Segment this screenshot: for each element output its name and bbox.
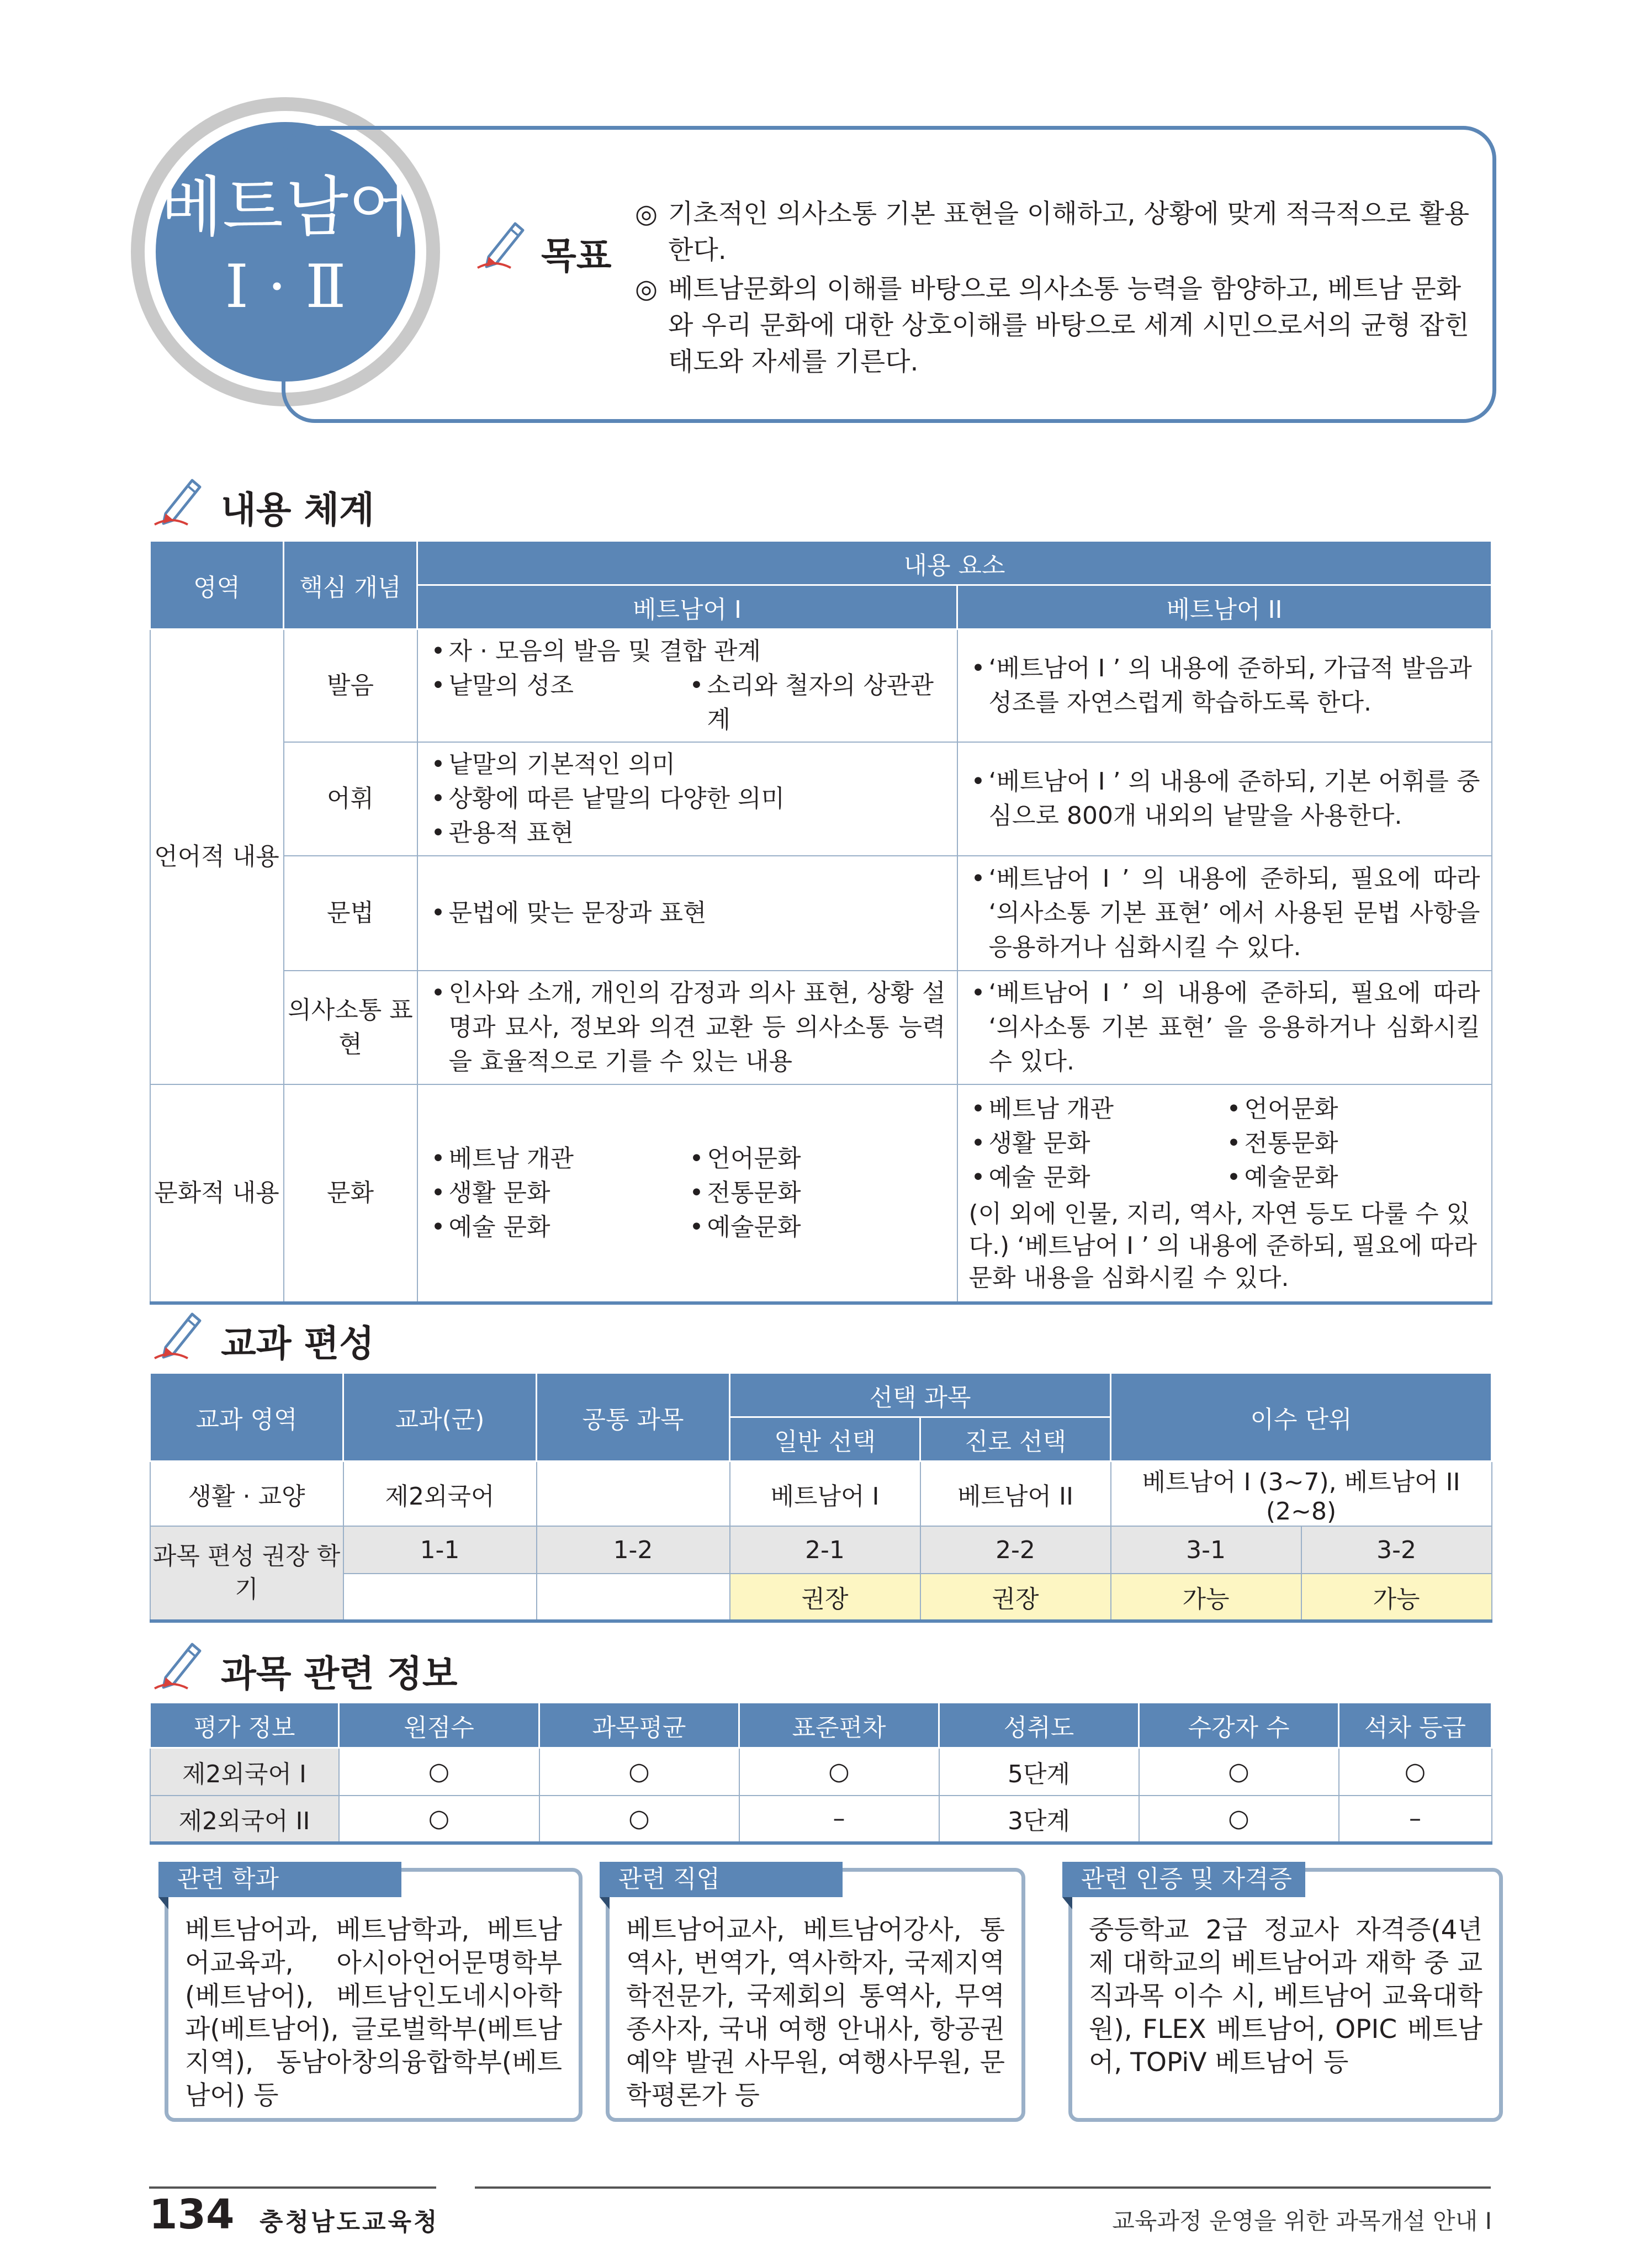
list-item: • 예술문화 bbox=[687, 1210, 946, 1245]
header-rank: 석차 등급 bbox=[1339, 1703, 1492, 1748]
list-item: • 인사와 소개, 개인의 감정과 의사 표현, 상황 설명과 묘사, 정보와 의견 교환 등 의사소통 능력을 효율적으로 기를 수 있는 내용 bbox=[429, 976, 946, 1079]
header-group: 교과(군) bbox=[343, 1373, 537, 1462]
table-cell: ○ bbox=[539, 1796, 739, 1843]
section-title: 내용 체계 bbox=[221, 489, 375, 531]
recommend-cell: 가능 bbox=[1111, 1574, 1301, 1621]
book-title: 교육과정 운영을 위한 과목개설 안내 I bbox=[1112, 2207, 1492, 2234]
list-pair bbox=[969, 1092, 1480, 1126]
row-label: 제2외국어 I bbox=[150, 1748, 339, 1796]
core-grammar: 문법 bbox=[284, 856, 417, 971]
list-pair bbox=[429, 669, 946, 737]
pencil-icon bbox=[149, 1303, 210, 1364]
header-elements: 내용 요소 bbox=[417, 541, 1492, 585]
list-item: • 예술 문화 bbox=[969, 1161, 1225, 1195]
table-cell: 3단계 bbox=[939, 1796, 1139, 1843]
cell-v1 bbox=[417, 742, 957, 856]
recommend-cell: 권장 bbox=[920, 1574, 1111, 1621]
cell-area: 생활 · 교양 bbox=[150, 1462, 343, 1527]
tab-fold bbox=[158, 1897, 168, 1909]
cell-v2 bbox=[957, 742, 1492, 856]
table-cell: ○ bbox=[1139, 1796, 1339, 1843]
table-row bbox=[150, 629, 1492, 743]
box-tab: 관련 인증 및 자격증 bbox=[1062, 1862, 1305, 1897]
header-achievement: 성취도 bbox=[939, 1703, 1139, 1748]
header-vietnamese-2: 베트남어 II bbox=[957, 585, 1492, 629]
table-row bbox=[150, 1748, 1492, 1796]
cell-v1 bbox=[417, 629, 957, 743]
cell-units: 베트남어 I (3~7), 베트남어 II (2~8) bbox=[1111, 1462, 1492, 1527]
cell-common bbox=[537, 1462, 730, 1527]
list-item: • 전통문화 bbox=[687, 1176, 946, 1210]
table-cell: – bbox=[739, 1796, 939, 1843]
evaluation-table bbox=[149, 1702, 1492, 1845]
list-item: • ‘베트남어 I ’ 의 내용에 준하되, 필요에 따라 ‘의사소통 기본 표현’ 을 응용하거나 심화시킬 수 있다. bbox=[969, 976, 1480, 1079]
section-title: 과목 관련 정보 bbox=[221, 1653, 458, 1695]
header-common: 공통 과목 bbox=[537, 1373, 730, 1462]
table-row bbox=[150, 971, 1492, 1084]
header-units: 이수 단위 bbox=[1111, 1373, 1492, 1462]
content-table bbox=[149, 540, 1492, 1305]
list-pair bbox=[969, 1161, 1480, 1195]
header-area: 교과 영역 bbox=[150, 1373, 343, 1462]
semester-cell: 1-1 bbox=[343, 1526, 537, 1574]
cell-v1 bbox=[417, 856, 957, 971]
table-row bbox=[150, 1796, 1492, 1843]
culture-note: (이 외에 인물, 지리, 역사, 자연 등도 다룰 수 있다.) ‘베트남어 I ’ 의 내용에 준하되, 필요에 따라 문화 내용을 심화시킬 수 있다. bbox=[968, 1200, 1478, 1292]
table-cell: ○ bbox=[1339, 1748, 1492, 1796]
box-text: 중등학교 2급 정교사 자격증(4년제 대학교의 베트남어과 재학 중 교직과목 이수 시, 베트남어 교육대학원), FLEX 베트남어, OPIC 베트남어, TOPiV 베트남어 등 bbox=[1089, 1915, 1482, 2078]
list-item: • 생활 문화 bbox=[429, 1176, 687, 1210]
pencil-icon bbox=[472, 213, 533, 273]
goal-label: 목표 bbox=[541, 235, 612, 277]
list-item: • 언어문화 bbox=[1225, 1092, 1480, 1126]
header-students: 수강자 수 bbox=[1139, 1703, 1339, 1748]
footer-rule-left bbox=[149, 2186, 436, 2189]
table-row bbox=[150, 1084, 1492, 1303]
semester-cell: 1-2 bbox=[537, 1526, 730, 1574]
core-culture: 문화 bbox=[284, 1084, 417, 1303]
list-pair bbox=[429, 1176, 946, 1210]
table-cell: ○ bbox=[339, 1796, 539, 1843]
core-pronunciation: 발음 bbox=[284, 629, 417, 743]
publisher: 충청남도교육청 bbox=[260, 2208, 440, 2236]
area-culture: 문화적 내용 bbox=[150, 1084, 284, 1303]
list-item: • 예술 문화 bbox=[429, 1210, 687, 1245]
core-communication: 의사소통 표현 bbox=[284, 971, 417, 1084]
row-label: 제2외국어 II bbox=[150, 1796, 339, 1843]
list-pair bbox=[429, 1210, 946, 1245]
curriculum-table bbox=[149, 1372, 1492, 1623]
cell-v1 bbox=[417, 971, 957, 1084]
header-career: 진로 선택 bbox=[920, 1417, 1111, 1462]
list-item: • 자 · 모음의 발음 및 결합 관계 bbox=[429, 634, 946, 669]
list-item: • ‘베트남어 I ’ 의 내용에 준하되, 필요에 따라 ‘의사소통 기본 표현’ 에서 사용된 문법 사항을 응용하거나 심화시킬 수 있다. bbox=[969, 862, 1480, 965]
header-vietnamese-1: 베트남어 I bbox=[417, 585, 957, 629]
list-item: • 언어문화 bbox=[687, 1142, 946, 1176]
semester-cell: 3-2 bbox=[1301, 1526, 1492, 1574]
header-raw-score: 원점수 bbox=[339, 1703, 539, 1748]
related-jobs-box bbox=[606, 1865, 1025, 2122]
list-pair bbox=[429, 1142, 946, 1176]
list-item: • ‘베트남어 I ’ 의 내용에 준하되, 가급적 발음과 성조를 자연스럽게 학습하도록 한다. bbox=[969, 652, 1480, 720]
list-item: • 문법에 맞는 문장과 표현 bbox=[429, 896, 946, 930]
list-item: • 낱말의 성조 bbox=[429, 669, 687, 737]
section-title: 교과 편성 bbox=[221, 1322, 375, 1365]
list-item: • 낱말의 기본적인 의미 bbox=[429, 748, 946, 782]
list-pair bbox=[969, 1126, 1480, 1161]
cell-v2 bbox=[957, 971, 1492, 1084]
semester-label: 과목 편성 권장 학기 bbox=[150, 1526, 343, 1621]
list-item: • 소리와 철자의 상관관계 bbox=[687, 669, 946, 737]
table-cell: – bbox=[1339, 1796, 1492, 1843]
recommend-cell: 권장 bbox=[730, 1574, 920, 1621]
footer-rule-right bbox=[475, 2186, 1491, 2189]
core-vocabulary: 어휘 bbox=[284, 742, 417, 856]
subject-title: 베트남어 bbox=[160, 169, 411, 245]
goal-item bbox=[635, 196, 1480, 269]
table-cell: ○ bbox=[739, 1748, 939, 1796]
bullet-marker: ◎ bbox=[635, 199, 658, 229]
header-core: 핵심 개념 bbox=[284, 541, 417, 629]
cell-career: 베트남어 II bbox=[920, 1462, 1111, 1527]
semester-cell: 2-2 bbox=[920, 1526, 1111, 1574]
list-item: • 관용적 표현 bbox=[429, 816, 946, 850]
table-row bbox=[150, 856, 1492, 971]
list-item: • 생활 문화 bbox=[969, 1126, 1225, 1161]
list-item: • 베트남 개관 bbox=[429, 1142, 687, 1176]
semester-cell: 3-1 bbox=[1111, 1526, 1301, 1574]
related-departments-box bbox=[165, 1865, 583, 2122]
box-tab: 관련 직업 bbox=[600, 1862, 843, 1897]
list-item: • 베트남 개관 bbox=[969, 1092, 1225, 1126]
recommend-cell bbox=[537, 1574, 730, 1621]
cell-v2 bbox=[957, 629, 1492, 743]
header-general: 일반 선택 bbox=[730, 1417, 920, 1462]
table-row bbox=[150, 1574, 1492, 1621]
cell-v1 bbox=[417, 1084, 957, 1303]
cell-general: 베트남어 I bbox=[730, 1462, 920, 1527]
goal-item bbox=[635, 271, 1480, 380]
semester-cell: 2-1 bbox=[730, 1526, 920, 1574]
area-language: 언어적 내용 bbox=[150, 629, 284, 1085]
table-cell: ○ bbox=[339, 1748, 539, 1796]
box-text: 베트남어교사, 베트남어강사, 통역사, 번역가, 역사학자, 국제지역학전문가, 국제회의 통역사, 무역종사자, 국내 여행 안내사, 항공권 예약 발권 사무원, 여행사무원, 문학평론가 등 bbox=[626, 1915, 1005, 2111]
list-item: • 예술문화 bbox=[1225, 1161, 1480, 1195]
table-cell: 5단계 bbox=[939, 1748, 1139, 1796]
header-stddev: 표준편차 bbox=[739, 1703, 939, 1748]
header-average: 과목평균 bbox=[539, 1703, 739, 1748]
bullet-marker: ◎ bbox=[635, 274, 658, 304]
table-cell: ○ bbox=[1139, 1748, 1339, 1796]
pencil-icon bbox=[149, 469, 210, 530]
header-area: 영역 bbox=[150, 541, 284, 629]
box-tab: 관련 학과 bbox=[158, 1862, 401, 1897]
list-item: • 전통문화 bbox=[1225, 1126, 1480, 1161]
list-item: • 상황에 따른 낱말의 다양한 의미 bbox=[429, 782, 946, 816]
cell-v2 bbox=[957, 1084, 1492, 1303]
goal-text-1: 기초적인 의사소통 기본 표현을 이해하고, 상황에 맞게 적극적으로 활용한다. bbox=[668, 199, 1470, 266]
recommend-cell bbox=[343, 1574, 537, 1621]
recommend-cell: 가능 bbox=[1301, 1574, 1492, 1621]
box-text: 베트남어과, 베트남학과, 베트남어교육과, 아시아언어문명학부(베트남어), 베트남인도네시아학과(베트남어), 글로벌학부(베트남지역), 동남아창의융합학부(베트남어) 등 bbox=[185, 1915, 562, 2111]
page-number: 134 bbox=[149, 2191, 235, 2238]
pencil-icon bbox=[149, 1633, 210, 1694]
table-row bbox=[150, 1526, 1492, 1574]
tab-fold bbox=[600, 1897, 610, 1909]
table-row bbox=[150, 742, 1492, 856]
goal-list bbox=[635, 196, 1480, 383]
header-elective: 선택 과목 bbox=[730, 1373, 1111, 1417]
subject-level: Ⅰ · Ⅱ bbox=[225, 252, 346, 321]
goal-text-2: 베트남문화의 이해를 바탕으로 의사소통 능력을 함양하고, 베트남 문화와 우리 문화에 대한 상호이해를 바탕으로 세계 시민으로서의 균형 잡힌 태도와 자세를 기른다. bbox=[668, 274, 1470, 377]
tab-fold bbox=[1062, 1897, 1072, 1909]
table-row bbox=[150, 1462, 1492, 1527]
header-eval: 평가 정보 bbox=[150, 1703, 339, 1748]
cell-group: 제2외국어 bbox=[343, 1462, 537, 1527]
cell-v2 bbox=[957, 856, 1492, 971]
list-item: • ‘베트남어 I ’ 의 내용에 준하되, 기본 어휘를 중심으로 800개 내외의 낱말을 사용한다. bbox=[969, 765, 1480, 833]
table-cell: ○ bbox=[539, 1748, 739, 1796]
related-certificates-box bbox=[1068, 1865, 1503, 2122]
